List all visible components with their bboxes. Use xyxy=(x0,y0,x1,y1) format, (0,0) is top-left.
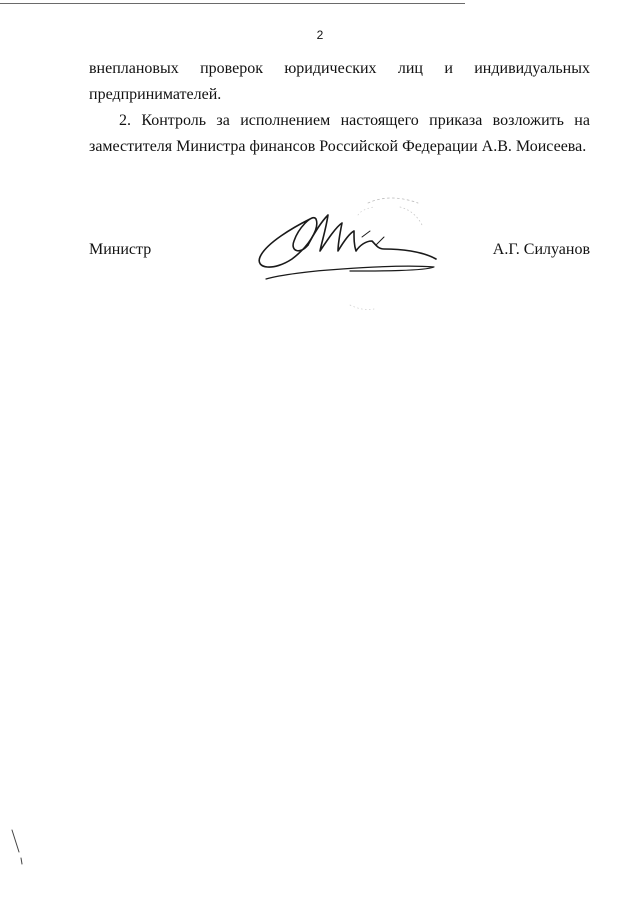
word: за xyxy=(216,112,230,129)
paragraph-line-last: предпринимателей. xyxy=(89,86,222,103)
word: на xyxy=(574,112,590,129)
paragraph-continuation xyxy=(89,56,590,108)
word: Контроль xyxy=(141,112,207,129)
word: внеплановых xyxy=(89,60,179,77)
signatory-title: Министр xyxy=(89,241,152,258)
paragraph-line-last: заместителя Министра финансов Российской Федерации А.В. Моисеева. xyxy=(89,138,587,155)
signatory-name: А.Г. Силуанов xyxy=(492,241,590,258)
word: настоящего xyxy=(340,112,419,129)
word: возложить xyxy=(492,112,564,129)
word: индивидуальных xyxy=(474,60,590,77)
word: и xyxy=(444,60,453,77)
word: юридических xyxy=(284,60,377,77)
word: исполнением xyxy=(240,112,331,129)
handwritten-signature xyxy=(250,185,450,315)
top-border-line xyxy=(0,3,465,4)
word: проверок xyxy=(200,60,263,77)
page-number: 2 xyxy=(316,28,324,42)
word: лиц xyxy=(397,60,423,77)
word: 2. xyxy=(119,112,131,129)
paragraph-item-2 xyxy=(89,108,590,160)
margin-pen-mark xyxy=(8,828,28,868)
word: приказа xyxy=(429,112,483,129)
paragraph-line-justified xyxy=(89,56,590,82)
paragraph-line-justified xyxy=(89,108,590,134)
